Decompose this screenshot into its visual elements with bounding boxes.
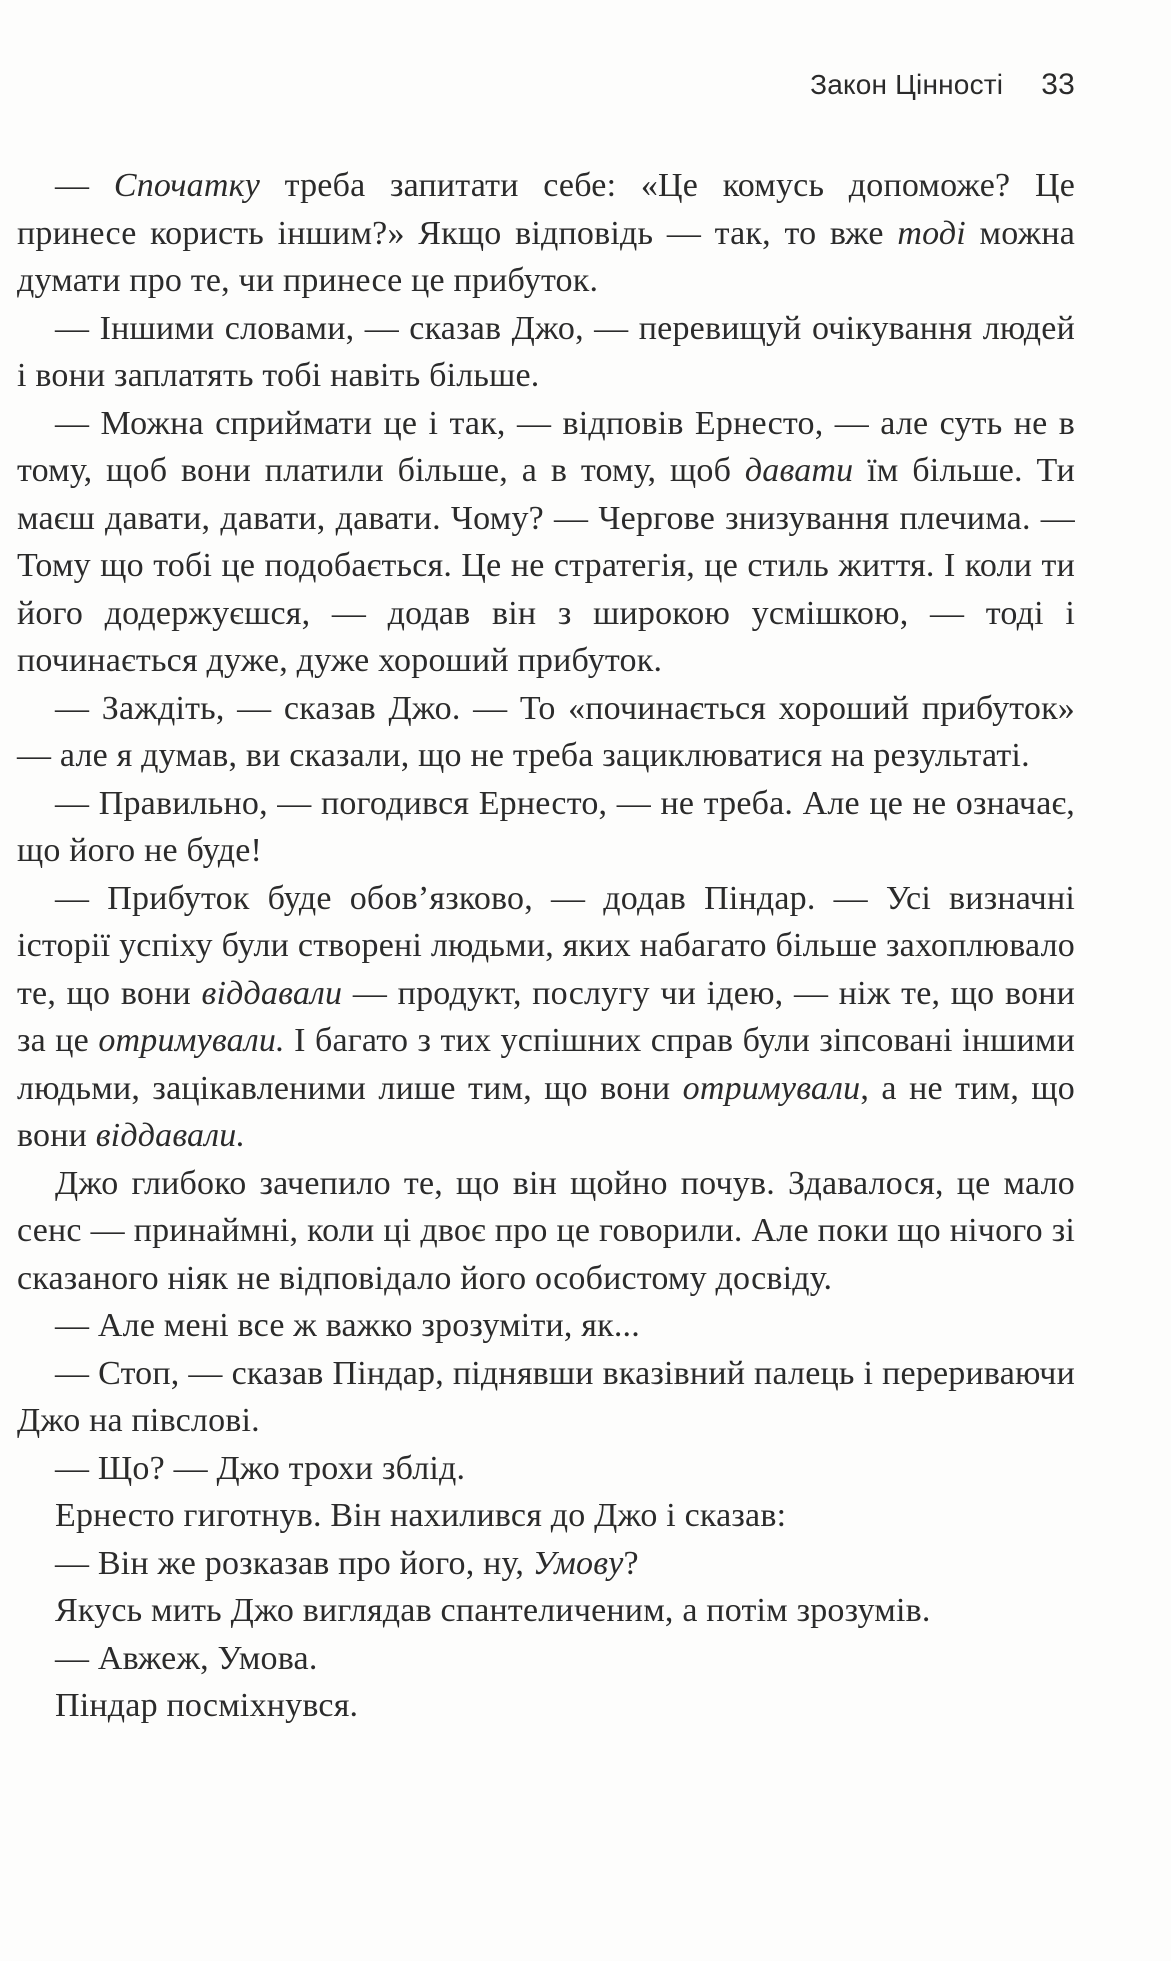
text-run: можна думати про те, чи принесе це прибуток.	[17, 214, 1075, 299]
text-run: — Правильно, — погодився Ернесто, — не треба. Але це не означає, що його не буде!	[17, 784, 1075, 869]
paragraph	[17, 875, 1075, 1160]
text-run: — Він же розказав про його, ну,	[55, 1544, 533, 1582]
paragraph	[17, 685, 1075, 780]
text-run: , а не тим, що вони	[17, 1069, 1075, 1154]
italic-text: отримували.	[98, 1022, 285, 1059]
text-run: ?	[623, 1544, 639, 1582]
italic-text: Спочатку	[113, 167, 260, 204]
text-run: — Але мені все ж важко зрозуміти, як...	[55, 1307, 640, 1344]
paragraph	[17, 1492, 1075, 1540]
text-run: —	[55, 167, 114, 204]
text-run: — Заждіть, — сказав Джо. — То «починається хороший прибуток» — але я думав, ви сказали, що не треба зациклюватися на результаті.	[17, 689, 1075, 774]
paragraph	[17, 1587, 1075, 1635]
paragraph	[17, 162, 1075, 305]
text-run: Якусь мить Джо виглядав спантеличеним, а потім зрозумів.	[55, 1592, 931, 1629]
italic-text: віддавали.	[95, 1117, 246, 1154]
paragraph	[17, 305, 1075, 400]
text-run: Джо глибоко зачепило те, що він щойно почув. Здавалося, це мало сенс — принаймні, коли ці двоє про це говорили. Але поки що нічого зі сказаного ніяк не відповідало його особистому досвіду.	[17, 1164, 1075, 1297]
running-header	[0, 68, 1075, 102]
chapter-title: Закон Цінності	[810, 69, 1004, 100]
text-run: треба запитати себе: «Це комусь допоможе? Це принесе користь іншим?» Якщо відповідь — так, то вже	[17, 167, 1075, 252]
paragraph	[17, 1635, 1075, 1683]
italic-text: отримували	[682, 1069, 861, 1107]
italic-text: віддавали	[201, 974, 343, 1012]
paragraph	[17, 780, 1075, 875]
text-run: — Стоп, — сказав Піндар, піднявши вказівний палець і перериваючи Джо на півслові.	[17, 1354, 1075, 1439]
page-number: 33	[1041, 68, 1075, 101]
paragraph	[17, 1682, 1075, 1730]
text-run: Ернесто гиготнув. Він нахилився до Джо і сказав:	[55, 1497, 787, 1534]
paragraph	[17, 400, 1075, 685]
paragraph	[17, 1160, 1075, 1303]
italic-text: давати	[744, 452, 854, 489]
italic-text: тоді	[897, 214, 966, 252]
text-run: — Авжеж, Умова.	[55, 1639, 318, 1677]
italic-text: Умову	[532, 1544, 624, 1582]
paragraph	[17, 1445, 1075, 1493]
paragraph	[17, 1540, 1075, 1588]
text-run: І багато з тих успішних справ були зіпсовані іншими людьми, зацікавленими лише тим, що вони	[17, 1022, 1075, 1107]
body-text	[17, 162, 1075, 1730]
text-run: — продукт, послугу чи ідею, — ніж те, що вони за це	[17, 974, 1075, 1059]
text-run: — Іншими словами, — сказав Джо, — перевищуй очікування людей і вони заплатять тобі навіть більше.	[17, 309, 1075, 394]
paragraph	[17, 1302, 1075, 1350]
text-run: — Що? — Джо трохи зблід.	[55, 1449, 466, 1487]
text-run: їм більше. Ти маєш давати, давати, давати. Чому? — Чергове знизування плечима. — Тому що тобі це подобається. Це не стратегія, це стиль життя. І коли ти його додержуєшся, — додав він з широкою усмішкою, — тоді і починається дуже, дуже хороший прибуток.	[17, 452, 1075, 679]
text-run: Піндар посміхнувся.	[55, 1687, 359, 1724]
text-run: — Можна сприймати це і так, — відповів Ернесто, — але суть не в тому, щоб вони платили більше, а в тому, щоб	[17, 404, 1075, 489]
paragraph	[17, 1350, 1075, 1445]
text-run: — Прибуток буде обов’язково, — додав Піндар. — Усі визначні історії успіху були створені людьми, яких набагато більше захоплювало те, що вони	[17, 879, 1075, 1012]
